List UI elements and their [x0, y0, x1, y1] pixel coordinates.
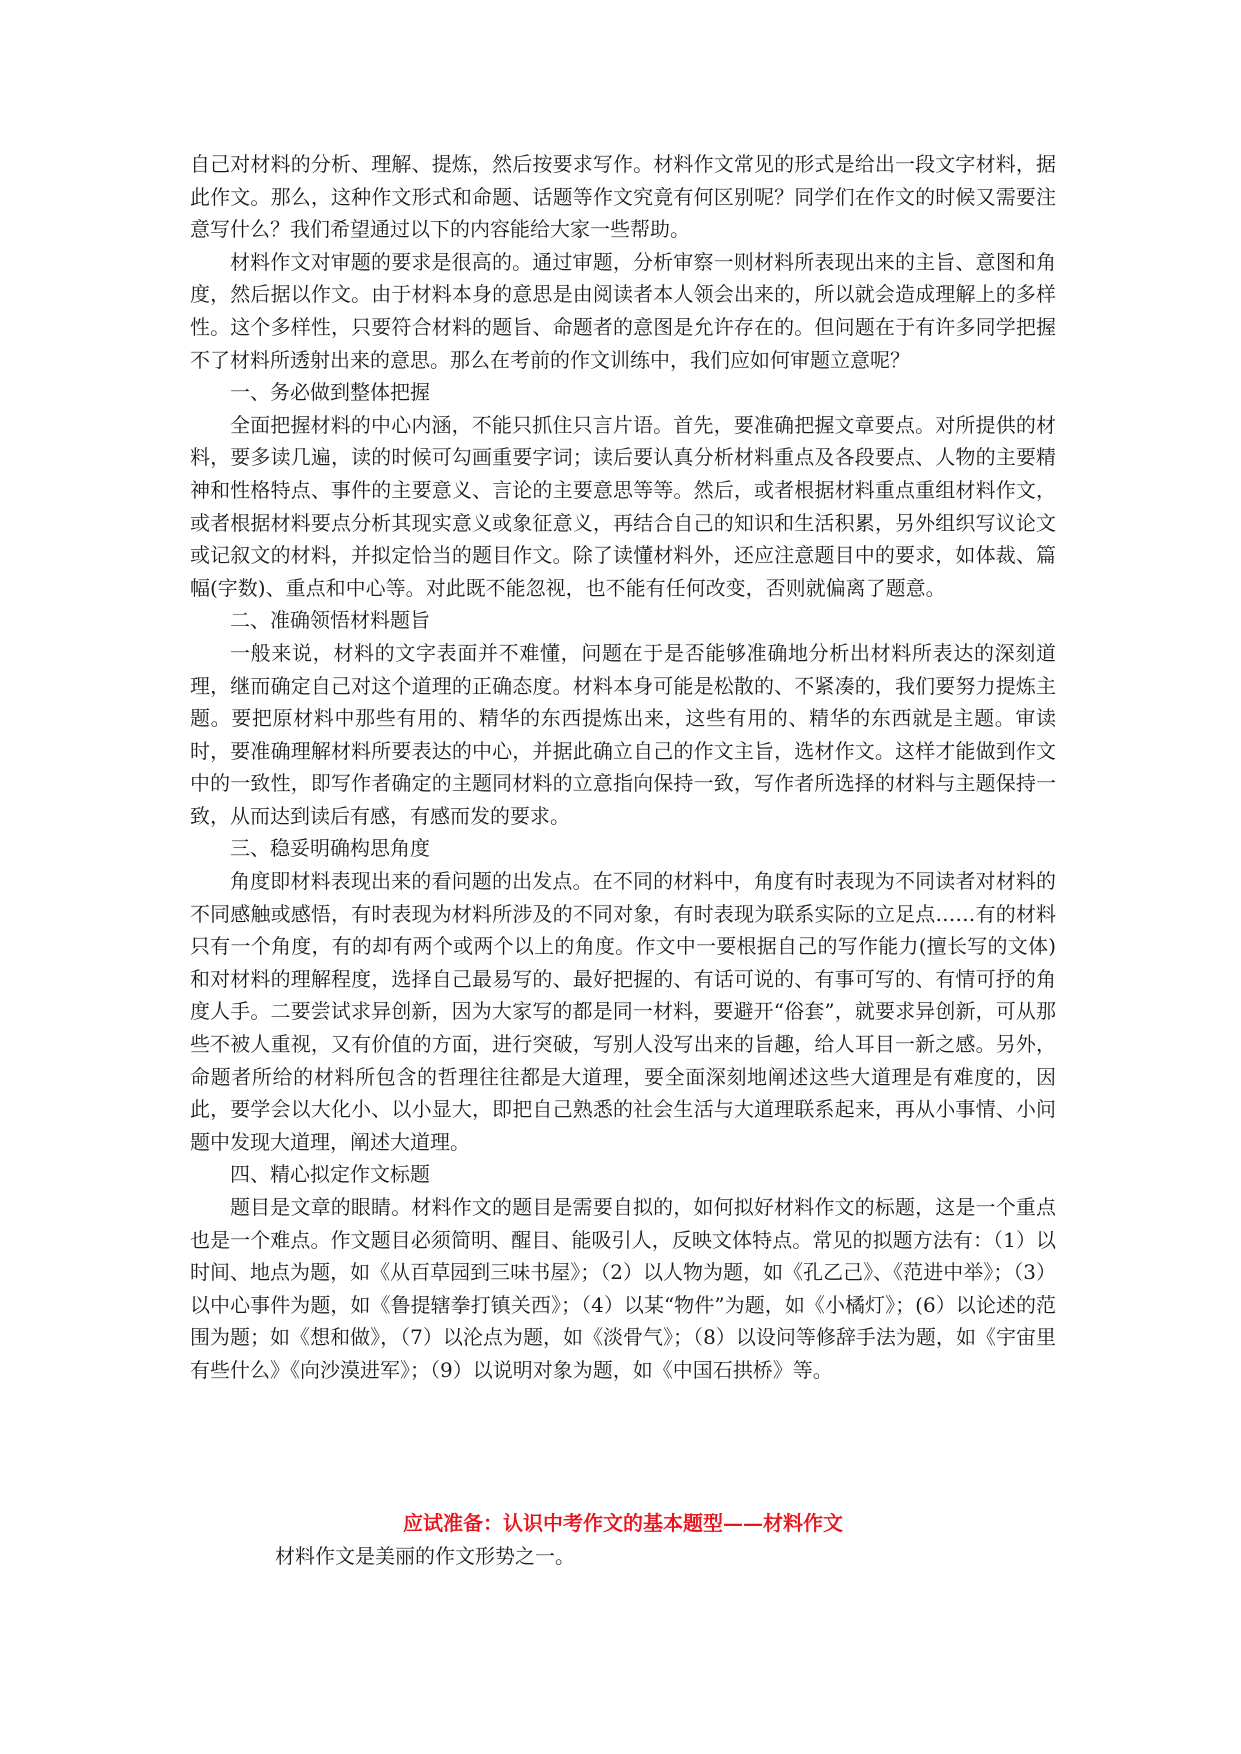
- heading-section-4: 四、精心拟定作文标题: [230, 1162, 430, 1187]
- paragraph-intro: 自己对材料的分析、理解、提炼，然后按要求写作。材料作文常见的形式是给出一段文字材料，据此作文。那么，这种作文形式和命题、话题等作文究竟有何区别呢？同学们在作文的时候又需要注意写什么？我们希望通过以下的内容能给大家一些帮助。: [190, 152, 1056, 242]
- heading-section-1: 一、务必做到整体把握: [230, 380, 430, 405]
- heading-section-2: 二、准确领悟材料题旨: [230, 608, 430, 633]
- paragraph-section-4: 题目是文章的眼睛。材料作文的题目是需要自拟的，如何拟好材料作文的标题，这是一个重点也是一个难点。作文题目必须简明、醒目、能吸引人，反映文体特点。常见的拟题方法有：（1）以时间、地点为题，如《从百草园到三味书屋》；（2）以人物为题，如《孔乙己》、《范进中举》；（3）以中心事件为题，如《鲁提辖拳打镇关西》；（4）以某“物件”为题，如《小橘灯》；(6）以论述的范围为题；如《想和做》，（7）以沦点为题，如《淡骨气》；（8）以设问等修辞手法为题，如《宇宙里有些什么》《向沙漠进军》；（9）以说明对象为题，如《中国石拱桥》等。: [190, 1195, 1056, 1382]
- section-title: 应试准备：认识中考作文的基本题型——材料作文: [403, 1511, 843, 1535]
- paragraph-review-requirements: 材料作文对审题的要求是很高的。通过审题，分析审察一则材料所表现出来的主旨、意图和角度，然后据以作文。由于材料本身的意思是由阅读者本人领会出来的，所以就会造成理解上的多样性。这个多样性，只要符合材料的题旨、命题者的意图是允许存在的。但问题在于有许多同学把握不了材料所透射出来的意思。那么在考前的作文训练中，我们应如何审题立意呢？: [190, 249, 1056, 372]
- closing-line: 材料作文是美丽的作文形势之一。: [275, 1544, 575, 1568]
- heading-section-3: 三、稳妥明确构思角度: [230, 836, 430, 861]
- document-body: [190, 148, 1056, 1387]
- paragraph-section-1: 全面把握材料的中心内涵，不能只抓住只言片语。首先，要准确把握文章要点。对所提供的材料，要多读几遍，读的时候可勾画重要字词；读后要认真分析材料重点及各段要点、人物的主要精神和性格特点、事件的主要意义、言论的主要意思等等。然后，或者根据材料重点重组材料作文，或者根据材料要点分析其现实意义或象征意义，再结合自己的知识和生活积累，另外组织写议论文或记叙文的材料，并拟定恰当的题目作文。除了读懂材料外，还应注意题目中的要求，如体裁、篇幅(字数)、重点和中心等。对此既不能忽视，也不能有任何改变，否则就偏离了题意。: [190, 412, 1056, 600]
- paragraph-section-3: 角度即材料表现出来的看问题的出发点。在不同的材料中，角度有时表现为不同读者对材料的不同感触或感悟，有时表现为材料所涉及的不同对象，有时表现为联系实际的立足点……有的材料只有一个角度，有的却有两个或两个以上的角度。作文中一要根据自己的写作能力(擅长写的文体)和对材料的理解程度，选择自己最易写的、最好把握的、有话可说的、有事可写的、有情可抒的角度人手。二要尝试求异创新，因为大家写的都是同一材料，要避开“俗套”，就要求异创新，可从那些不被人重视，又有价值的方面，进行突破，写别人没写出来的旨趣，给人耳目一新之感。另外，命题者所给的材料所包含的哲理往往都是大道理，要全面深刻地阐述这些大道理是有难度的，因此，要学会以大化小、以小显大，即把自己熟悉的社会生活与大道理联系起来，再从小事情、小问题中发现大道理，阐述大道理。: [190, 869, 1056, 1154]
- paragraph-section-2: 一般来说，材料的文字表面并不难懂，问题在于是否能够准确地分析出材料所表达的深刻道理，继而确定自己对这个道理的正确态度。材料本身可能是松散的、不紧凑的，我们要努力提炼主题。要把原材料中那些有用的、精华的东西提炼出来，这些有用的、精华的东西就是主题。审读时，要准确理解材料所要表达的中心，并据此确立自己的作文主旨，选材作文。这样才能做到作文中的一致性，即写作者确定的主题同材料的立意指向保持一致，写作者所选择的材料与主题保持一致，从而达到读后有感，有感而发的要求。: [190, 640, 1056, 828]
